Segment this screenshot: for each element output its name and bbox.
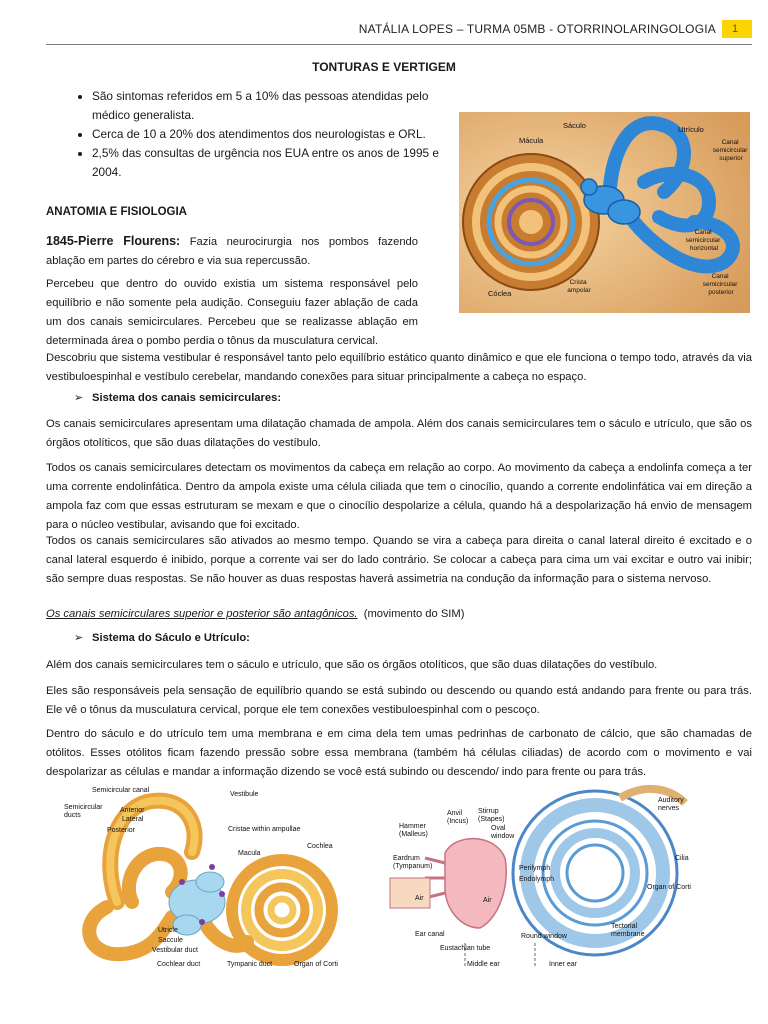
flourens-text: Fazia neurocirurgia nos pombos fazendo ablação em partes do cérebro e via sua repercussão. xyxy=(46,236,418,267)
label-anterior: Anterior xyxy=(120,807,145,814)
paragraph-canais-1: Os canais semicirculares apresentam uma dilatação chamada de ampola. Além dos canais semicirculares tem o sáculo e utrículo, que são os órgãos otolíticos, que são duas dilatações do vestíbulo. xyxy=(46,418,752,449)
antagonicos-note: (movimento do SIM) xyxy=(363,608,465,620)
label-macula: Mácula xyxy=(519,136,544,145)
label-tympanic-duct: Tympanic duct xyxy=(227,961,273,968)
subheading-saculo: ➢ Sistema do Sáculo e Utrículo: xyxy=(74,632,250,644)
label-lateral: Lateral xyxy=(122,816,144,823)
label-tectorial-membrane: Tectorial membrane xyxy=(611,923,645,938)
labyrinth-figure xyxy=(62,782,348,972)
label-eustachian-tube: Eustachian tube xyxy=(440,945,491,952)
header-text: NATÁLIA LOPES – TURMA 05MB - OTORRINOLARINGOLOGIA xyxy=(358,22,716,36)
label-coclea: Cóclea xyxy=(488,289,512,298)
label-round-window: Round window xyxy=(521,933,567,940)
label-cilia: Cilia xyxy=(675,855,689,862)
subheading-canais: ➢ Sistema dos canais semicirculares: xyxy=(74,392,282,404)
label-semicircular-canal: Semicircular canal xyxy=(92,787,150,794)
paragraph-percebeu: Percebeu que dentro do ouvido existia um sistema responsável pelo equilíbrio e não somente pela audição. Conseguiu fazer ablação de cada um dos canais semicirculares. Percebeu que se realizasse ablação em determinada área o pombo perdia o tônus da musculatura cervical. xyxy=(46,278,418,347)
flourens-lead: 1845-Pierre Flourens: xyxy=(46,234,181,248)
label-posterior: Posterior xyxy=(107,827,136,834)
antagonicos-italic: Os canais semicirculares superior e posterior são antagônicos. xyxy=(46,608,358,620)
inner-ear-figure xyxy=(459,112,750,313)
paragraph-saculo-3: Dentro do sáculo e do utrículo tem uma membrana e em cima dela tem umas pedrinhas de carbonato de cálcio, que são chamadas de otólitos. Esses otólitos ficam fazendo pressão sobre essa membrana (também há células ciliadas) de acordo com o movimento e vai despolarizar as células e mandar a informação dizendo se você está subindo ou descendo/ indo para frente ou para trás. xyxy=(46,728,752,778)
section-heading-anatomy: ANATOMIA E FISIOLOGIA xyxy=(46,206,187,218)
paragraph-saculo-2: Eles são responsáveis pela sensação de equilíbrio quando se está subindo ou descendo ou quando está andando para frente ou para trás. Ele vê o tônus da musculatura cervical, porque ele tem conexões vestibuloespinhal com o pescoço. xyxy=(46,685,752,716)
bullet-item: • São sintomas referidos em 5 a 10% das pessoas atendidas pelo médico generalista. xyxy=(92,87,450,125)
label-utricle: Utricle xyxy=(158,927,178,934)
label-anvil: Anvil (Incus) xyxy=(447,810,469,825)
paragraph-canais-3: Todos os canais semicirculares são ativados ao mesmo tempo. Quando se vira a cabeça para direita o canal lateral direito é excitado e o canal lateral esquerdo é inibido, porque a corrente vai ser do lado contrário. Se colocar a cabeça para cima um vai excitar e outro vai inibir; são sempre duas respostas. Se não houver as duas respostas haverá assimetria na condução da informação para o sistema nervoso. xyxy=(46,535,752,585)
label-vestibular-duct: Vestibular duct xyxy=(152,947,198,954)
label-cochlea: Cochlea xyxy=(307,843,333,850)
label-ear-canal: Ear canal xyxy=(415,931,445,938)
paragraph-flourens xyxy=(46,232,418,271)
bullet-item: • 2,5% das consultas de urgência nos EUA entre os anos de 1995 e 2004. xyxy=(92,144,450,182)
label-stirrup: Stirrup (Stapes) xyxy=(478,808,505,823)
bullet-item: • Cerca de 10 a 20% dos atendimentos dos neurologistas e ORL. xyxy=(92,125,450,144)
label-eardrum: Eardrum (Tympanum) xyxy=(393,855,433,870)
ear-structure-figure xyxy=(385,778,710,974)
label-saculo: Sáculo xyxy=(563,121,586,130)
label-perilymph: Perilymph xyxy=(519,865,551,872)
label-canal-superior: Canal semicircular superior xyxy=(712,139,748,162)
bullet-list xyxy=(64,87,450,182)
label-cristae: Cristae within ampullae xyxy=(228,826,301,833)
cochlea-spiral xyxy=(463,154,599,290)
label-organ-corti: Organ of Corti xyxy=(294,961,338,968)
label-endolymph: Endolymph xyxy=(519,876,555,883)
label-organ-corti: Organ of Corti xyxy=(647,884,691,891)
label-air-middle: Air xyxy=(483,897,492,904)
label-air-left: Air xyxy=(415,895,424,902)
page-number: 1 xyxy=(722,20,752,38)
page-title: TONTURAS E VERTIGEM xyxy=(312,60,456,74)
label-saccule: Saccule xyxy=(158,937,183,944)
label-hammer: Hammer (Malleus) xyxy=(399,823,428,838)
label-canal-horizontal: Canal semicircular horizontal xyxy=(685,229,721,252)
paragraph-antagonicos xyxy=(46,605,752,624)
paragraph-descobriu: Descobriu que sistema vestibular é responsável tanto pelo equilíbrio estático quanto dinâmico e que ele funciona o tempo todo, através da via vestibuloespinhal e vestíbulo cerebelar, mandando conexões para situar principalmente a cabeça no espaço. xyxy=(46,352,752,383)
label-oval-window: Oval window xyxy=(491,825,515,840)
label-canal-posterior: Canal semicircular posterior xyxy=(702,273,738,296)
label-vestibule: Vestibule xyxy=(230,791,259,798)
label-utriculo: Utrículo xyxy=(678,125,704,134)
label-semicircular-ducts: Semicircular ducts xyxy=(64,804,103,819)
paragraph-canais-2: Todos os canais semicirculares detectam os movimentos da cabeça em relação ao corpo. Ao movimento da cabeça a endolinfa começa a ter uma corrente endolinfática. Dentro da ampola existe uma célula ciliada que tem o cinocílio, quando a corrente endolinfática vai em direção a ampola faz com que essas estruturam se mexam e que o cinocílio despolarize a célula, quando há a despolarização há envio de mensagem para o núcleo vestibular, avisando que foi excitado. xyxy=(46,462,752,531)
paragraph-saculo-1: Além dos canais semicirculares tem o sáculo e utrículo, que são os órgãos otolíticos, que são duas dilatações do vestíbulo. xyxy=(46,659,658,671)
label-crista-ampolar: Crista ampolar xyxy=(567,279,591,294)
label-macula: Macula xyxy=(238,850,261,857)
arrow-bullet-icon: ➢ xyxy=(74,392,84,404)
label-cochlear-duct: Cochlear duct xyxy=(157,961,201,968)
label-inner-ear: Inner ear xyxy=(549,961,578,968)
arrow-bullet-icon: ➢ xyxy=(74,632,84,644)
label-middle-ear: Middle ear xyxy=(467,961,500,968)
header-rule xyxy=(46,44,752,45)
label-auditory-nerves: Auditory nerves xyxy=(658,797,684,812)
